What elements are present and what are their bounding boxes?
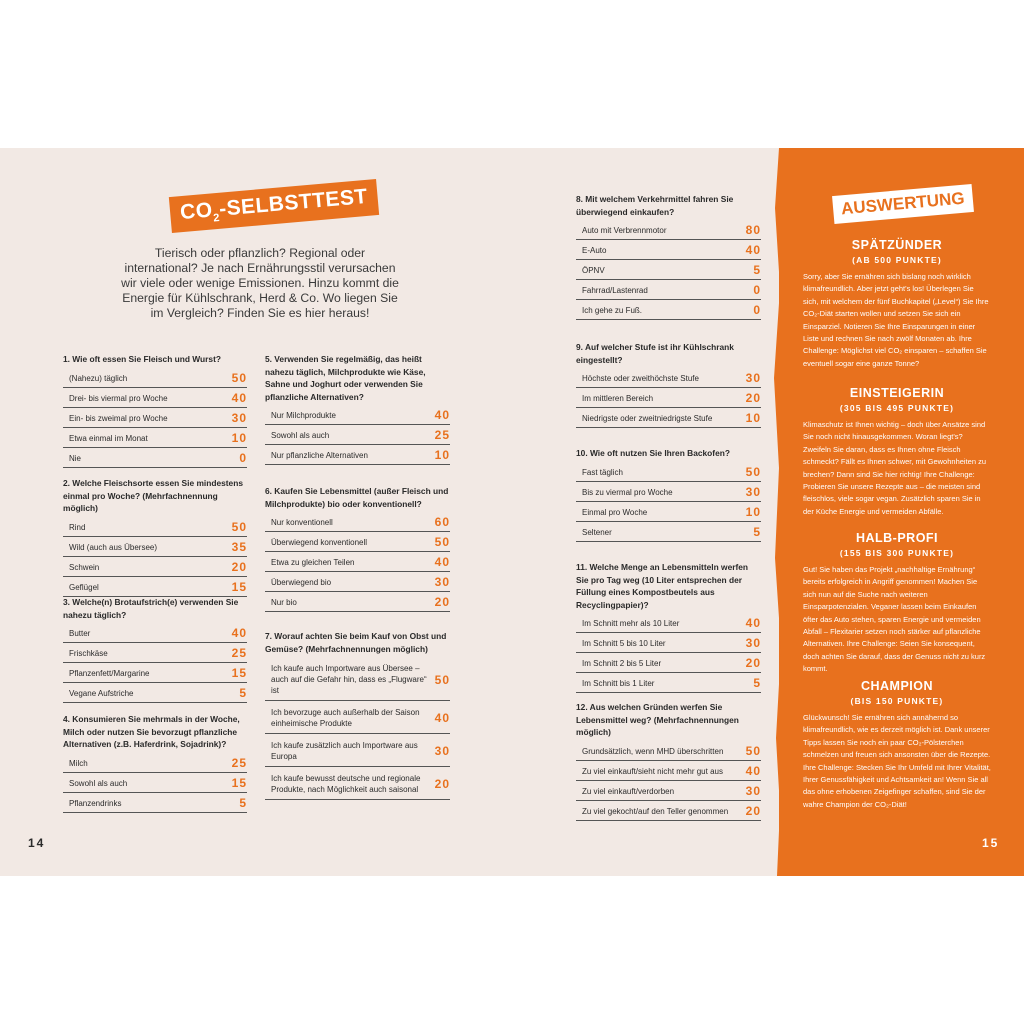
answer-label: Im mittleren Bereich bbox=[582, 394, 654, 403]
answer-label: Fahrrad/Lastenrad bbox=[582, 286, 648, 295]
question-title: 3. Welche(n) Brotaufstrich(e) verwenden Sie nahezu täglich? bbox=[63, 597, 239, 620]
answer-label: Einmal pro Woche bbox=[582, 507, 648, 517]
answer-label: Im Schnitt 2 bis 5 Liter bbox=[582, 659, 662, 668]
question-4 bbox=[63, 713, 247, 813]
question-10 bbox=[576, 447, 761, 542]
answer-label: Pflanzenfett/Margarine bbox=[69, 669, 150, 678]
answer-row bbox=[576, 801, 761, 821]
answer-row bbox=[265, 767, 450, 800]
answer-points: 5 bbox=[753, 524, 761, 539]
answer-row bbox=[576, 653, 761, 673]
answer-row bbox=[576, 482, 761, 502]
answer-points: 35 bbox=[231, 539, 247, 554]
question-12 bbox=[576, 701, 761, 821]
answer-label: Etwa zu gleichen Teilen bbox=[271, 558, 355, 567]
answer-points: 30 bbox=[745, 484, 761, 499]
question-1 bbox=[63, 353, 247, 468]
level-heading: CHAMPION bbox=[860, 679, 934, 693]
question-title: 10. Wie oft nutzen Sie Ihren Backofen? bbox=[576, 448, 730, 458]
answer-label: Butter bbox=[69, 629, 91, 638]
answer-label: Überwiegend konventionell bbox=[271, 538, 368, 547]
answer-row bbox=[576, 462, 761, 482]
answer-points: 40 bbox=[231, 626, 247, 640]
answer-row bbox=[576, 280, 761, 300]
answer-points: 0 bbox=[239, 450, 247, 465]
answer-points: 40 bbox=[434, 555, 450, 569]
answer-row bbox=[265, 405, 450, 425]
answer-row bbox=[576, 633, 761, 653]
answer-label: ÖPNV bbox=[582, 266, 605, 275]
answer-row bbox=[63, 683, 247, 703]
answer-row bbox=[265, 512, 450, 532]
level-range: (BIS 150 PUNKTE) bbox=[850, 696, 944, 706]
answer-row bbox=[63, 773, 247, 793]
answer-row bbox=[63, 537, 247, 557]
answer-label: Zu viel gekocht/auf den Teller genommen bbox=[582, 806, 729, 816]
answer-row bbox=[576, 368, 761, 388]
answer-label: Vegane Aufstriche bbox=[69, 689, 134, 698]
answer-row bbox=[265, 657, 450, 701]
answer-points: 50 bbox=[231, 519, 247, 534]
answer-points: 5 bbox=[753, 263, 761, 277]
selbsttest-title: $CO_2$-SELBSTTEST bbox=[169, 179, 380, 233]
answer-points: 20 bbox=[745, 656, 761, 670]
level-text: Gut! Sie haben das Projekt „nachhaltige Ernährung“ bereits erfolgreich in Angriff genommen! Machen Sie sich nun auf die Suche nach weiteren Einsparpotenzialen. Veganer lassen beim Einkaufen öfter das Auto stehen, sparen Energie und vermeiden Abfall – Flexitarier setzen noch stärker auf pflanzliche Alternativen. Ihre Challenge: Seien Sie konsequent, doch achten Sie darauf, dass der Genuss nicht zu kurz kommt. bbox=[803, 565, 986, 674]
answer-points: 20 bbox=[434, 595, 450, 609]
question-6 bbox=[265, 485, 450, 612]
answer-row bbox=[576, 741, 761, 761]
answer-label: Milch bbox=[69, 758, 88, 768]
level-einsteigerin bbox=[803, 386, 991, 518]
question-title: 9. Auf welcher Stufe ist ihr Kühlschrank eingestellt? bbox=[576, 342, 734, 365]
level-text: Sorry, aber Sie ernähren sich bislang noch wirklich klimafreundlich. Aber jetzt geht's los! Überlegen Sie sich, mit welchem der fünf Buchkapitel („Level“) Sie Ihre CO₂-Diät starten wollen und setzen Sie sich ein Einsparziel. Notieren Sie Ihre Einsparungen in einer Liste und rechnen Sie nach zwölf Monaten ab. Ihre Challenge: Möglichst viel CO₂ einsparen – schaffen Sie eventuell sogar eine ganze Tonne? bbox=[803, 272, 989, 368]
answer-label: Nie bbox=[69, 453, 82, 463]
answer-points: 25 bbox=[434, 428, 450, 442]
answer-points: 25 bbox=[231, 755, 247, 770]
answer-row bbox=[63, 557, 247, 577]
answer-row bbox=[265, 592, 450, 612]
answer-points: 20 bbox=[231, 559, 247, 574]
answer-row bbox=[576, 388, 761, 408]
answer-row bbox=[63, 793, 247, 813]
answer-row bbox=[265, 701, 450, 734]
page-number-right: 15 bbox=[982, 836, 1000, 850]
answer-label: Ich kaufe auch Importware aus Übersee – auch auf die Gefahr hin, dass es „Flugware“ ist bbox=[271, 664, 427, 695]
answer-label: E-Auto bbox=[582, 246, 607, 255]
question-title: 7. Worauf achten Sie beim Kauf von Obst und Gemüse? (Mehrfachnennungen möglich) bbox=[265, 631, 447, 654]
answer-label: Rind bbox=[69, 522, 86, 532]
answer-row bbox=[576, 522, 761, 542]
answer-label: Im Schnitt mehr als 10 Liter bbox=[582, 619, 680, 628]
answer-points: 5 bbox=[239, 686, 247, 700]
answer-points: 40 bbox=[231, 390, 247, 405]
answer-row bbox=[265, 445, 450, 465]
answer-row bbox=[576, 502, 761, 522]
auswertung-title: AUSWERTUNG bbox=[832, 184, 974, 224]
level-range: (AB 500 PUNKTE) bbox=[852, 255, 942, 265]
level-range: (155 BIS 300 PUNKTE) bbox=[839, 548, 955, 558]
question-title: 5. Verwenden Sie regelmäßig, das heißt nahezu täglich, Milchprodukte wie Käse, Sahne und Joghurt oder verwenden Sie pflanzliche Alternativen? bbox=[265, 354, 426, 402]
answer-points: 15 bbox=[231, 666, 247, 680]
answer-row bbox=[63, 623, 247, 643]
answer-points: 40 bbox=[745, 243, 761, 257]
level-spaetzuender bbox=[803, 238, 991, 370]
question-title: 12. Aus welchen Gründen werfen Sie Lebensmittel weg? (Mehrfachnennungen möglich) bbox=[576, 702, 739, 737]
answer-points: 25 bbox=[231, 646, 247, 660]
answer-points: 40 bbox=[745, 763, 761, 778]
answer-points: 50 bbox=[745, 464, 761, 479]
answer-points: 50 bbox=[745, 743, 761, 758]
answer-points: 30 bbox=[745, 636, 761, 650]
answer-row bbox=[576, 781, 761, 801]
answer-row bbox=[265, 552, 450, 572]
answer-row bbox=[63, 408, 247, 428]
answer-label: Zu viel einkauft/sieht nicht mehr gut aus bbox=[582, 766, 723, 776]
answer-points: 10 bbox=[745, 411, 761, 425]
answer-label: Wild (auch aus Übersee) bbox=[69, 542, 158, 552]
answer-points: 20 bbox=[745, 803, 761, 818]
answer-row bbox=[63, 388, 247, 408]
answer-row bbox=[265, 572, 450, 592]
answer-label: Im Schnitt bis 1 Liter bbox=[582, 679, 655, 688]
question-title: 8. Mit welchem Verkehrmittel fahren Sie überwiegend einkaufen? bbox=[576, 194, 734, 217]
intro-text: Tierisch oder pflanzlich? Regional oder international? Je nach Ernährungsstil verursachen wir viele oder wenige Emissionen. Hinzu kommt die Energie für Kühlschrank, Herd & Co. Wo liegen Sie im Vergleich? Finden Sie es hier heraus! bbox=[121, 246, 399, 320]
answer-points: 30 bbox=[434, 575, 450, 589]
answer-row bbox=[63, 643, 247, 663]
question-title: 4. Konsumieren Sie mehrmals in der Woche, Milch oder nutzen Sie bevorzugt pflanzliche Alternativen (z.B. Haferdrink, Sojadrink)? bbox=[63, 714, 240, 749]
answer-label: Ich kaufe bewusst deutsche und regionale Produkte, nach Möglichkeit auch saisonal bbox=[271, 774, 421, 794]
answer-row bbox=[265, 425, 450, 445]
question-8 bbox=[576, 193, 761, 320]
answer-points: 40 bbox=[434, 408, 450, 422]
answer-row bbox=[63, 663, 247, 683]
answer-points: 40 bbox=[745, 616, 761, 630]
answer-points: 10 bbox=[745, 504, 761, 519]
level-halb-profi bbox=[803, 531, 991, 676]
question-7 bbox=[265, 630, 450, 800]
level-champion bbox=[803, 679, 991, 811]
answer-points: 50 bbox=[434, 672, 450, 687]
answer-label: Nur konventionell bbox=[271, 518, 333, 527]
answer-row bbox=[576, 240, 761, 260]
question-title: 11. Welche Menge an Lebensmitteln werfen Sie pro Tag weg (10 Liter entsprechen der Füllung eines Kompostbeutels aus Recyclingpapier)? bbox=[576, 562, 749, 610]
answer-row bbox=[576, 260, 761, 280]
answer-label: Auto mit Verbrennmotor bbox=[582, 226, 667, 235]
answer-row bbox=[576, 408, 761, 428]
answer-label: Nur Milchprodukte bbox=[271, 411, 336, 420]
answer-label: Höchste oder zweithöchste Stufe bbox=[582, 374, 699, 383]
answer-row bbox=[63, 753, 247, 773]
question-9 bbox=[576, 341, 761, 428]
answer-points: 60 bbox=[434, 515, 450, 529]
answer-row bbox=[265, 734, 450, 767]
question-title: 1. Wie oft essen Sie Fleisch und Wurst? bbox=[63, 354, 221, 364]
level-text: Glückwunsch! Sie ernähren sich annähernd so klimafreundlich, wie es derzeit möglich ist. Dank unserer Tipps lassen Sie noch ein paar CO₂-Pölsterchen schmelzen und freuen sich ansonsten über die Rezepte. Ihre Challenge: Stecken Sie Ihr Umfeld mit Ihrer Vitalität, Ihrer Genussfähigkeit und Achtsamkeit an! Wenn Sie all das ohne erhobenen Zeigefinger schaffen, sind Sie der wahre Champion der CO₂-Diät! bbox=[803, 713, 991, 809]
answer-row bbox=[576, 220, 761, 240]
level-heading: HALB-PROFI bbox=[855, 531, 939, 545]
answer-points: 15 bbox=[231, 775, 247, 790]
page-number-left: 14 bbox=[28, 836, 46, 850]
question-5 bbox=[265, 353, 450, 465]
answer-label: (Nahezu) täglich bbox=[69, 373, 128, 383]
answer-points: 20 bbox=[745, 391, 761, 405]
answer-label: Drei- bis viermal pro Woche bbox=[69, 393, 168, 403]
answer-points: 15 bbox=[231, 579, 247, 594]
question-2 bbox=[63, 477, 247, 597]
answer-label: Niedrigste oder zweitniedrigste Stufe bbox=[582, 414, 713, 423]
answer-label: Sowohl als auch bbox=[69, 778, 128, 788]
answer-points: 20 bbox=[434, 777, 450, 791]
answer-label: Ich gehe zu Fuß. bbox=[582, 306, 643, 315]
question-title: 2. Welche Fleischsorte essen Sie mindestens einmal pro Woche? (Mehrfachnennung möglich) bbox=[63, 478, 243, 513]
answer-row bbox=[576, 673, 761, 693]
level-heading: EINSTEIGERIN bbox=[849, 386, 945, 400]
answer-points: 30 bbox=[745, 371, 761, 385]
answer-label: Nur bio bbox=[271, 598, 297, 607]
answer-row bbox=[63, 577, 247, 597]
level-text: Klimaschutz ist Ihnen wichtig – doch über Ansätze sind Sie noch nicht hinausgekommen. Woran liegt's? Zweifeln Sie daran, dass es Ihnen ohne Fleisch schmeckt? Fällt es Ihnen schwer, mit Gewohnheiten zu brechen? Dann sind Sie hier richtig! Ihre Challenge: Probieren Sie unsere Rezepte aus – die meisten sind fleischlos, viele sogar vegan. Zusätzlich sparen Sie in der Küche Energie und vermeiden Abfälle. bbox=[803, 420, 987, 516]
answer-points: 10 bbox=[434, 448, 450, 462]
answer-label: Ich kaufe zusätzlich auch Importware aus Europa bbox=[271, 741, 418, 761]
answer-points: 30 bbox=[434, 744, 450, 758]
answer-points: 5 bbox=[753, 676, 761, 690]
answer-label: Im Schnitt 5 bis 10 Liter bbox=[582, 639, 666, 648]
answer-label: Ein- bis zweimal pro Woche bbox=[69, 413, 168, 423]
answer-label: Etwa einmal im Monat bbox=[69, 433, 148, 443]
answer-label: Fast täglich bbox=[582, 467, 623, 477]
answer-points: 0 bbox=[753, 303, 761, 317]
answer-points: 50 bbox=[231, 370, 247, 385]
answer-label: Ich bevorzuge auch außerhalb der Saison einheimische Produkte bbox=[271, 708, 420, 728]
answer-label: Pflanzendrinks bbox=[69, 798, 122, 808]
answer-points: 0 bbox=[753, 283, 761, 297]
answer-label: Nur pflanzliche Alternativen bbox=[271, 451, 368, 460]
answer-label: Grundsätzlich, wenn MHD überschritten bbox=[582, 746, 724, 756]
answer-row bbox=[576, 300, 761, 320]
answer-row bbox=[63, 428, 247, 448]
question-11 bbox=[576, 561, 761, 693]
answer-row bbox=[576, 613, 761, 633]
level-heading: SPÄTZÜNDER bbox=[851, 238, 943, 252]
answer-points: 80 bbox=[745, 223, 761, 237]
answer-row bbox=[576, 761, 761, 781]
answer-row bbox=[265, 532, 450, 552]
answer-label: Überwiegend bio bbox=[271, 578, 332, 587]
answer-points: 5 bbox=[239, 795, 247, 810]
level-range: (305 BIS 495 PUNKTE) bbox=[839, 403, 955, 413]
answer-label: Geflügel bbox=[69, 582, 99, 592]
answer-label: Frischkäse bbox=[69, 649, 108, 658]
answer-points: 40 bbox=[434, 711, 450, 725]
answer-points: 50 bbox=[434, 535, 450, 549]
answer-row bbox=[63, 368, 247, 388]
torn-paper-edge bbox=[766, 148, 796, 876]
answer-points: 30 bbox=[231, 410, 247, 425]
answer-label: Bis zu viermal pro Woche bbox=[582, 487, 673, 497]
answer-label: Seltener bbox=[582, 527, 612, 537]
answer-row bbox=[63, 517, 247, 537]
answer-label: Sowohl als auch bbox=[271, 431, 330, 440]
answer-row bbox=[63, 448, 247, 468]
question-title: 6. Kaufen Sie Lebensmittel (außer Fleisch und Milchprodukte) bio oder konventionell? bbox=[265, 486, 449, 509]
answer-label: Zu viel einkauft/verdorben bbox=[582, 786, 675, 796]
question-3 bbox=[63, 596, 247, 703]
answer-label: Schwein bbox=[69, 562, 100, 572]
answer-points: 30 bbox=[745, 783, 761, 798]
answer-points: 10 bbox=[231, 430, 247, 445]
